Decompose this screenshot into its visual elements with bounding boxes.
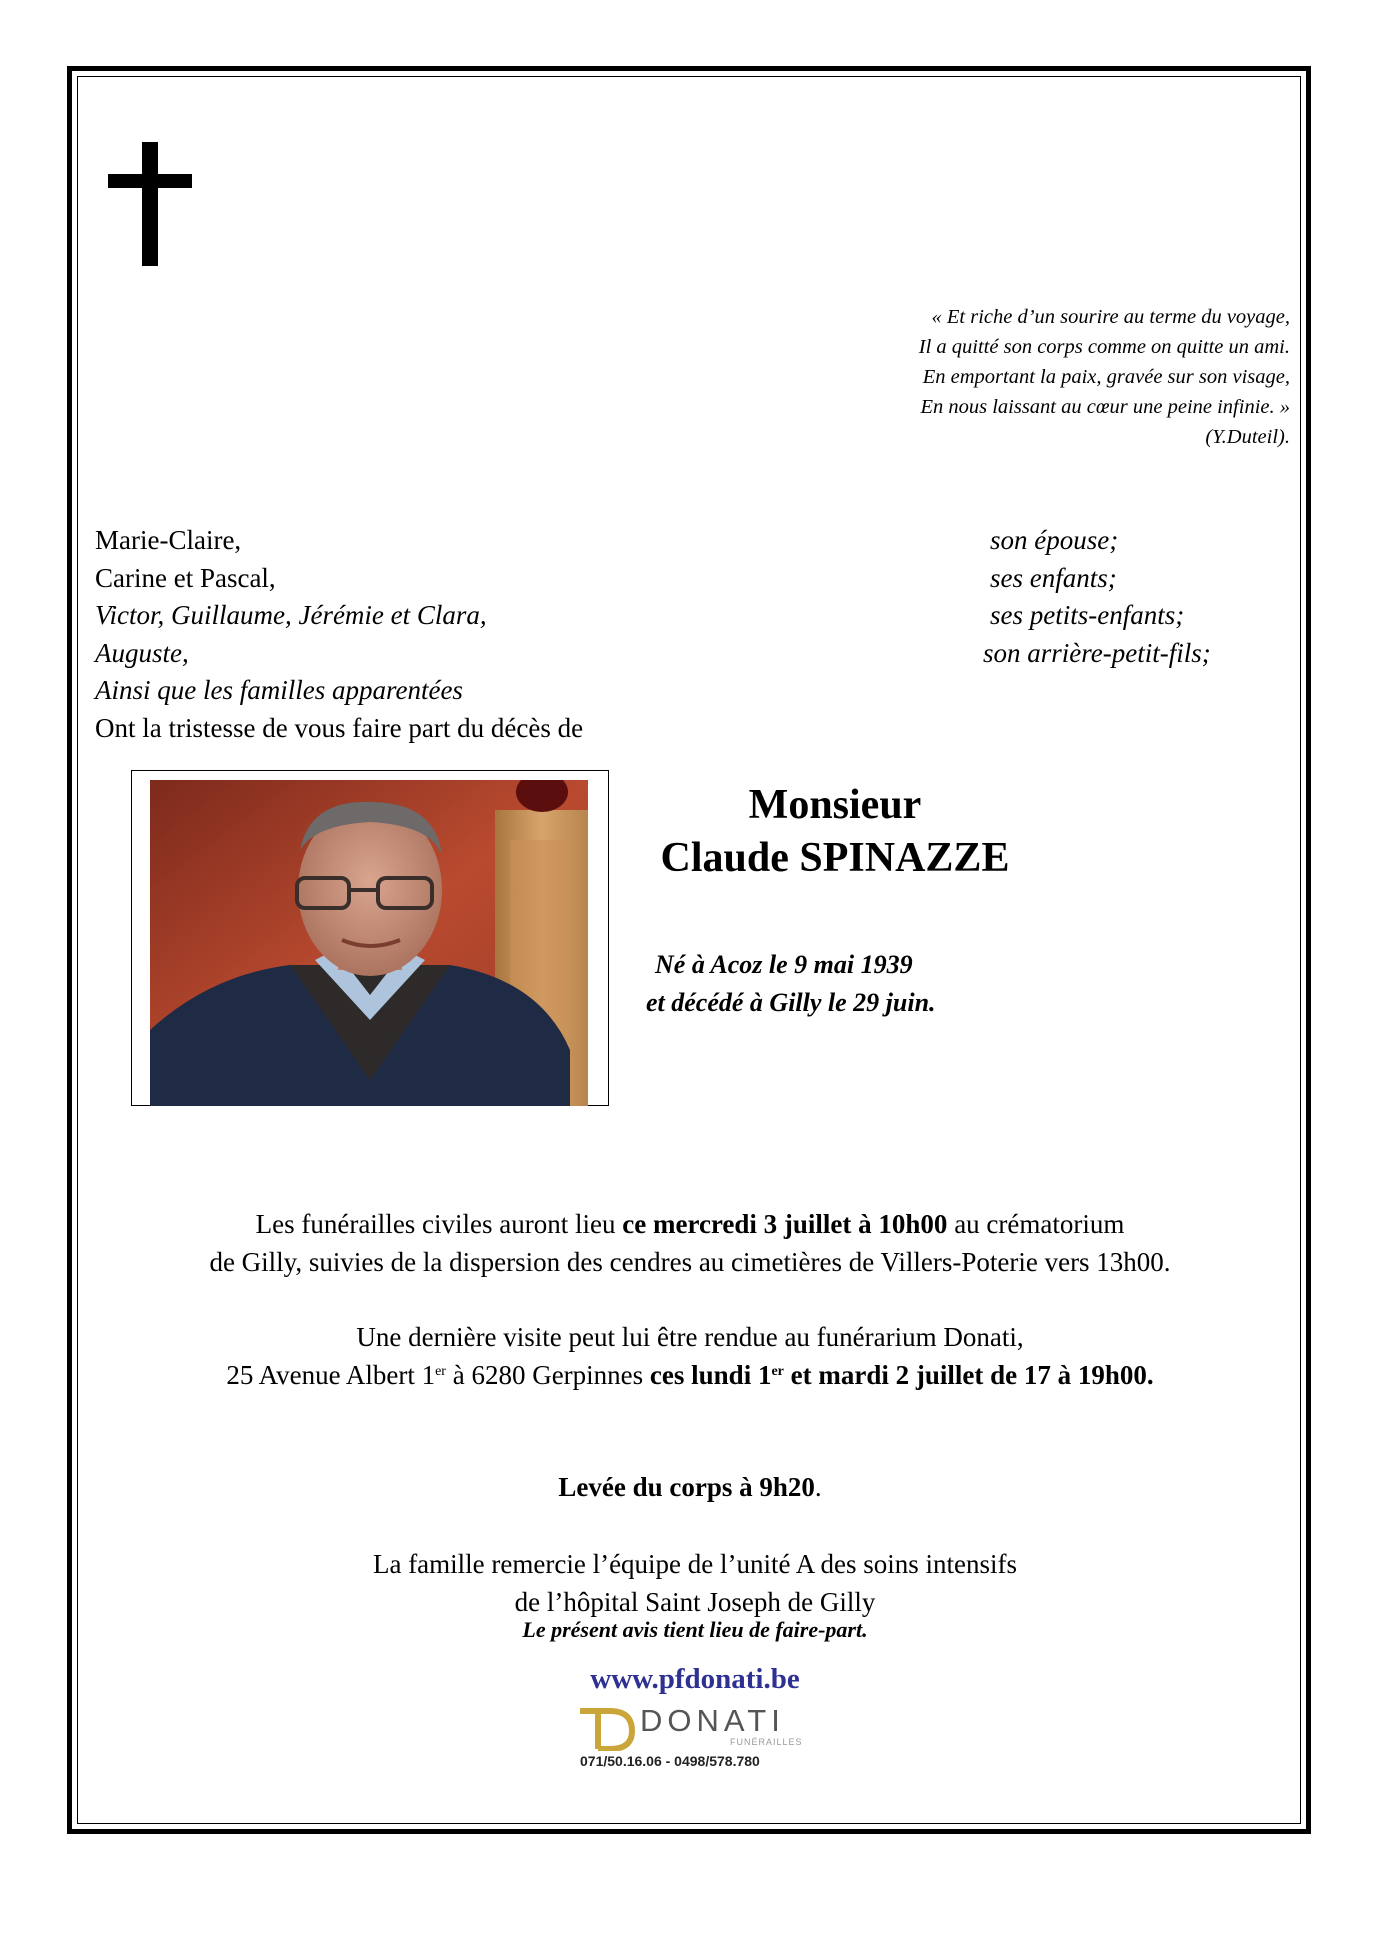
poem-line: « Et riche d’un sourire au terme du voyage, bbox=[931, 306, 1290, 328]
superscript: er bbox=[771, 1364, 784, 1379]
superscript: er bbox=[435, 1364, 446, 1379]
notice-note: Le présent avis tient lieu de faire-part. bbox=[522, 1617, 868, 1642]
logo-name: DONATI bbox=[640, 1703, 785, 1738]
funeral-text: au crématorium bbox=[947, 1209, 1125, 1239]
poem-line: Il a quitté son corps comme on quitte un ami. bbox=[918, 336, 1290, 358]
visit-line-2 bbox=[90, 1356, 1290, 1394]
family-member: Auguste, bbox=[95, 637, 189, 668]
announcement-line: Ont la tristesse de vous faire part du décès de bbox=[95, 712, 584, 743]
logo-subtitle: FUNÉRAILLES bbox=[730, 1737, 803, 1747]
address-text: à 6280 Gerpinnes bbox=[445, 1360, 650, 1390]
relation-label: son arrière-petit-fils; bbox=[983, 637, 1211, 668]
logo-phone: 071/50.16.06 - 0498/578.780 bbox=[580, 1753, 760, 1769]
family-member: Victor, Guillaume, Jérémie et Clara, bbox=[95, 600, 487, 630]
portrait-photo bbox=[150, 780, 588, 1106]
website-link[interactable]: www.pfdonati.be bbox=[590, 1663, 800, 1695]
funeral-date: ce mercredi 3 juillet à 10h00 bbox=[622, 1209, 948, 1239]
levee-line bbox=[90, 1468, 1290, 1506]
visit-date-text: ces lundi 1 bbox=[649, 1360, 772, 1390]
poem-author: (Y.Duteil). bbox=[1205, 426, 1290, 448]
relation-label: ses enfants; bbox=[990, 562, 1117, 593]
visit-dates bbox=[650, 1360, 1154, 1390]
family-member: Marie-Claire, bbox=[95, 525, 242, 555]
funeral-line-1 bbox=[90, 1205, 1290, 1243]
family-relations bbox=[983, 522, 1211, 672]
family-member: Carine et Pascal, bbox=[95, 562, 276, 593]
life-dates bbox=[646, 946, 936, 1022]
poem-line: En nous laissant au cœur une peine infinie. » bbox=[920, 396, 1290, 418]
relation-label: son épouse; bbox=[990, 525, 1119, 555]
visit-details bbox=[90, 1318, 1290, 1394]
death-line: et décédé à Gilly le 29 juin. bbox=[646, 988, 936, 1017]
poem bbox=[730, 302, 1290, 452]
funeral-line-2: de Gilly, suivies de la dispersion des cendres au cimetières de Villers-Poterie vers 13h00. bbox=[209, 1247, 1171, 1277]
thanks-line-1: La famille remercie l’équipe de l’unité A des soins intensifs bbox=[372, 1549, 1018, 1579]
thanks-line-2: de l’hôpital Saint Joseph de Gilly bbox=[514, 1587, 876, 1617]
cross-icon bbox=[108, 142, 192, 266]
address-text: 25 Avenue Albert 1 bbox=[226, 1360, 436, 1390]
deceased-name-block bbox=[605, 780, 1065, 886]
funeral-text: Les funérailles civiles auront lieu bbox=[255, 1209, 623, 1239]
funeral-details bbox=[90, 1205, 1290, 1281]
visit-date-text: et mardi 2 juillet de 17 à 19h00. bbox=[783, 1360, 1154, 1390]
levee-text: Levée du corps à 9h20 bbox=[558, 1472, 815, 1502]
family-member: Ainsi que les familles apparentées bbox=[95, 675, 463, 705]
deceased-title: Monsieur bbox=[748, 782, 922, 828]
donati-logo-mark-icon bbox=[580, 1705, 638, 1751]
birth-line: Né à Acoz le 9 mai 1939 bbox=[655, 950, 913, 979]
family-list bbox=[95, 522, 583, 747]
levee-period: . bbox=[814, 1472, 822, 1502]
deceased-name: Claude SPINAZZE bbox=[660, 835, 1010, 881]
poem-line: En emportant la paix, gravée sur son visage, bbox=[922, 366, 1290, 388]
visit-line-1: Une dernière visite peut lui être rendue au funérarium Donati, bbox=[356, 1322, 1024, 1352]
thanks-text bbox=[95, 1545, 1295, 1621]
relation-label: ses petits-enfants; bbox=[990, 600, 1185, 630]
donati-logo bbox=[580, 1705, 810, 1773]
